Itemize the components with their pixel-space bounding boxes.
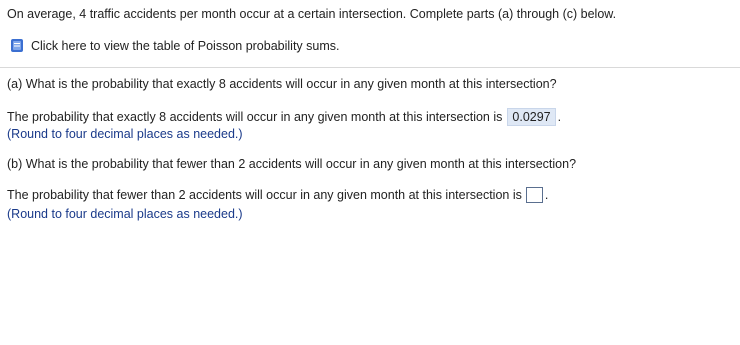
part-a-period: . (557, 110, 562, 124)
book-icon[interactable] (10, 38, 24, 53)
part-b-answer-line (7, 187, 548, 203)
part-b-period: . (544, 188, 549, 202)
part-a-question: (a) What is the probability that exactly 8 accidents will occur in any given month at this intersection? (7, 77, 557, 91)
part-b-question: (b) What is the probability that fewer than 2 accidents will occur in any given month at this intersection? (7, 157, 577, 171)
part-a-rounding-note: (Round to four decimal places as needed.) (7, 127, 243, 141)
divider (0, 67, 740, 68)
part-a-answer-line (7, 108, 561, 126)
part-b-answer-prefix: The probability that fewer than 2 accidents will occur in any given month at this intersection is (7, 188, 522, 202)
part-a-answer-value[interactable]: 0.0297 (507, 108, 555, 126)
problem-intro: On average, 4 traffic accidents per month occur at a certain intersection. Complete parts (a) through (c) below. (7, 7, 617, 21)
poisson-table-link-row[interactable] (10, 38, 339, 53)
part-b-answer-input[interactable] (526, 187, 543, 203)
part-a-answer-prefix: The probability that exactly 8 accidents will occur in any given month at this intersection is (7, 110, 503, 124)
poisson-table-link[interactable]: Click here to view the table of Poisson probability sums. (31, 38, 340, 53)
part-b-rounding-note: (Round to four decimal places as needed.) (7, 207, 243, 221)
